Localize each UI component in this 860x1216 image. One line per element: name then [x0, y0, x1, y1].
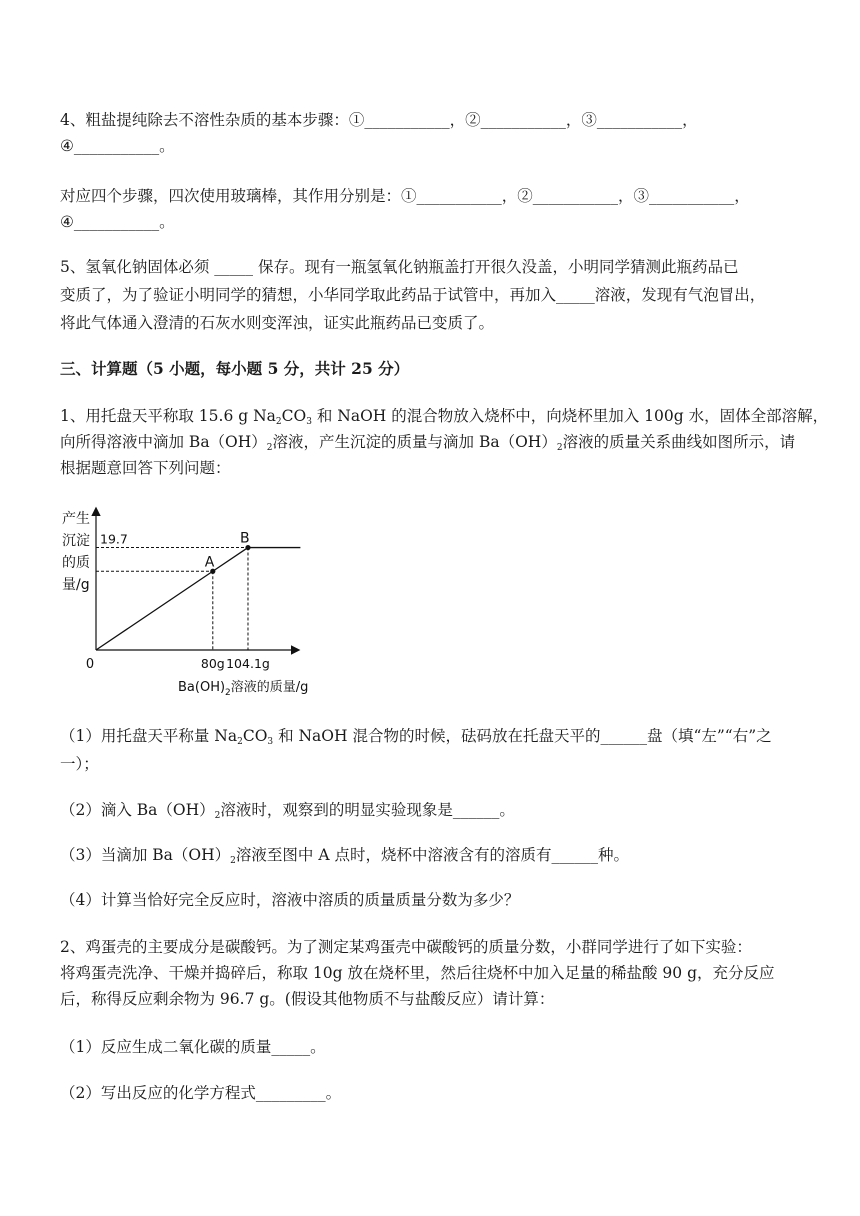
y-axis-label-line: 量/g [62, 577, 90, 593]
y-axis-label [62, 510, 90, 593]
y-tick-label: 19.7 [100, 531, 128, 547]
q5-line-1: 5、氢氧化钠固体必须 _____ 保存。现有一瓶氢氧化钠瓶盖打开很久没盖，小明同学猜测此瓶药品已 [60, 258, 739, 276]
c2-line-1: 2、鸡蛋壳的主要成分是碳酸钙。为了测定某鸡蛋壳中碳酸钙的质量分数，小群同学进行了如下实验： [60, 938, 752, 956]
series-line [96, 548, 300, 650]
c1-p4: （4）计算当恰好完全反应时，溶液中溶质的质量质量分数为多少？ [60, 891, 520, 909]
origin-label: 0 [85, 657, 95, 672]
q5-line-2: 变质了，为了验证小明同学的猜想，小华同学取此药品于试管中，再加入_____溶液，发现有气泡冒出， [60, 286, 766, 304]
c2-p1: （1）反应生成二氧化碳的质量_____。 [60, 1038, 326, 1056]
section-title: 三、计算题（5 小题，每小题 5 分，共计 25 分） [60, 359, 410, 378]
c1-line-1: 1、用托盘天平称取 15.6 g $Na_2CO_3$ 和 NaOH 的混合物放入烧杯中，向烧杯里加入 100g 水，固体全部溶解， [60, 407, 829, 427]
c2-line-2: 将鸡蛋壳洗净、干燥并捣碎后，称取 10g 放在烧杯里，然后往烧杯中加入足量的稀盐酸 90 g，充分反应 [60, 964, 775, 982]
precipitate-mass-chart [58, 505, 348, 700]
q4-line-2: ④___________。 [60, 137, 175, 155]
q4-line-1: 4、粗盐提纯除去不溶性杂质的基本步骤：①___________，②___________，③___________， [60, 111, 698, 129]
c1-p1-line-2: 一）； [60, 755, 99, 773]
y-axis-label-line: 的质 [62, 555, 90, 571]
y-axis-label-line: 产生 [62, 511, 90, 527]
x-tick-label: 80g [200, 656, 225, 671]
x-tick-label: 104.1g [226, 656, 270, 671]
x-axis-label: $Ba(OH)_2$溶液的质量/g [178, 680, 309, 698]
y-axis-label-line: 沉淀 [62, 533, 90, 549]
c2-p2: （2）写出反应的化学方程式_________。 [60, 1084, 342, 1102]
c1-line-3: 根据题意回答下列问题： [60, 459, 231, 477]
q5-line-3: 将此气体通入澄清的石灰水则变浑浊，证实此瓶药品已变质了。 [60, 314, 495, 332]
c1-line-2: 向所得溶液中滴加 $Ba(OH)_2$溶液，产生沉淀的质量与滴加 $Ba(OH)_2$溶液的质量关系曲线如图所示，请 [60, 433, 796, 453]
q4-line-4: ④___________。 [60, 213, 175, 231]
q4-line-3: 对应四个步骤，四次使用玻璃棒，其作用分别是：①___________，②___________，③___________， [60, 187, 750, 205]
c2-line-3: 后，称得反应剩余物为 96.7 g。(假设其他物质不与盐酸反应）请计算： [60, 990, 555, 1008]
c1-p3: （3）当滴加 $Ba(OH)_2$溶液至图中 A 点时，烧杯中溶液含有的溶质有______种。 [60, 846, 629, 866]
point-label-A: A [204, 554, 215, 571]
c1-p1-line-1: （1）用托盘天平称量 $Na_2CO_3$ 和 NaOH 混合物的时候，砝码放在托盘天平的______盘（填“左”“右”之 [60, 727, 772, 747]
c1-p2: （2）滴入 $Ba(OH)_2$溶液时，观察到的明显实验现象是______。 [60, 801, 515, 821]
point-label-B: B [239, 530, 250, 547]
